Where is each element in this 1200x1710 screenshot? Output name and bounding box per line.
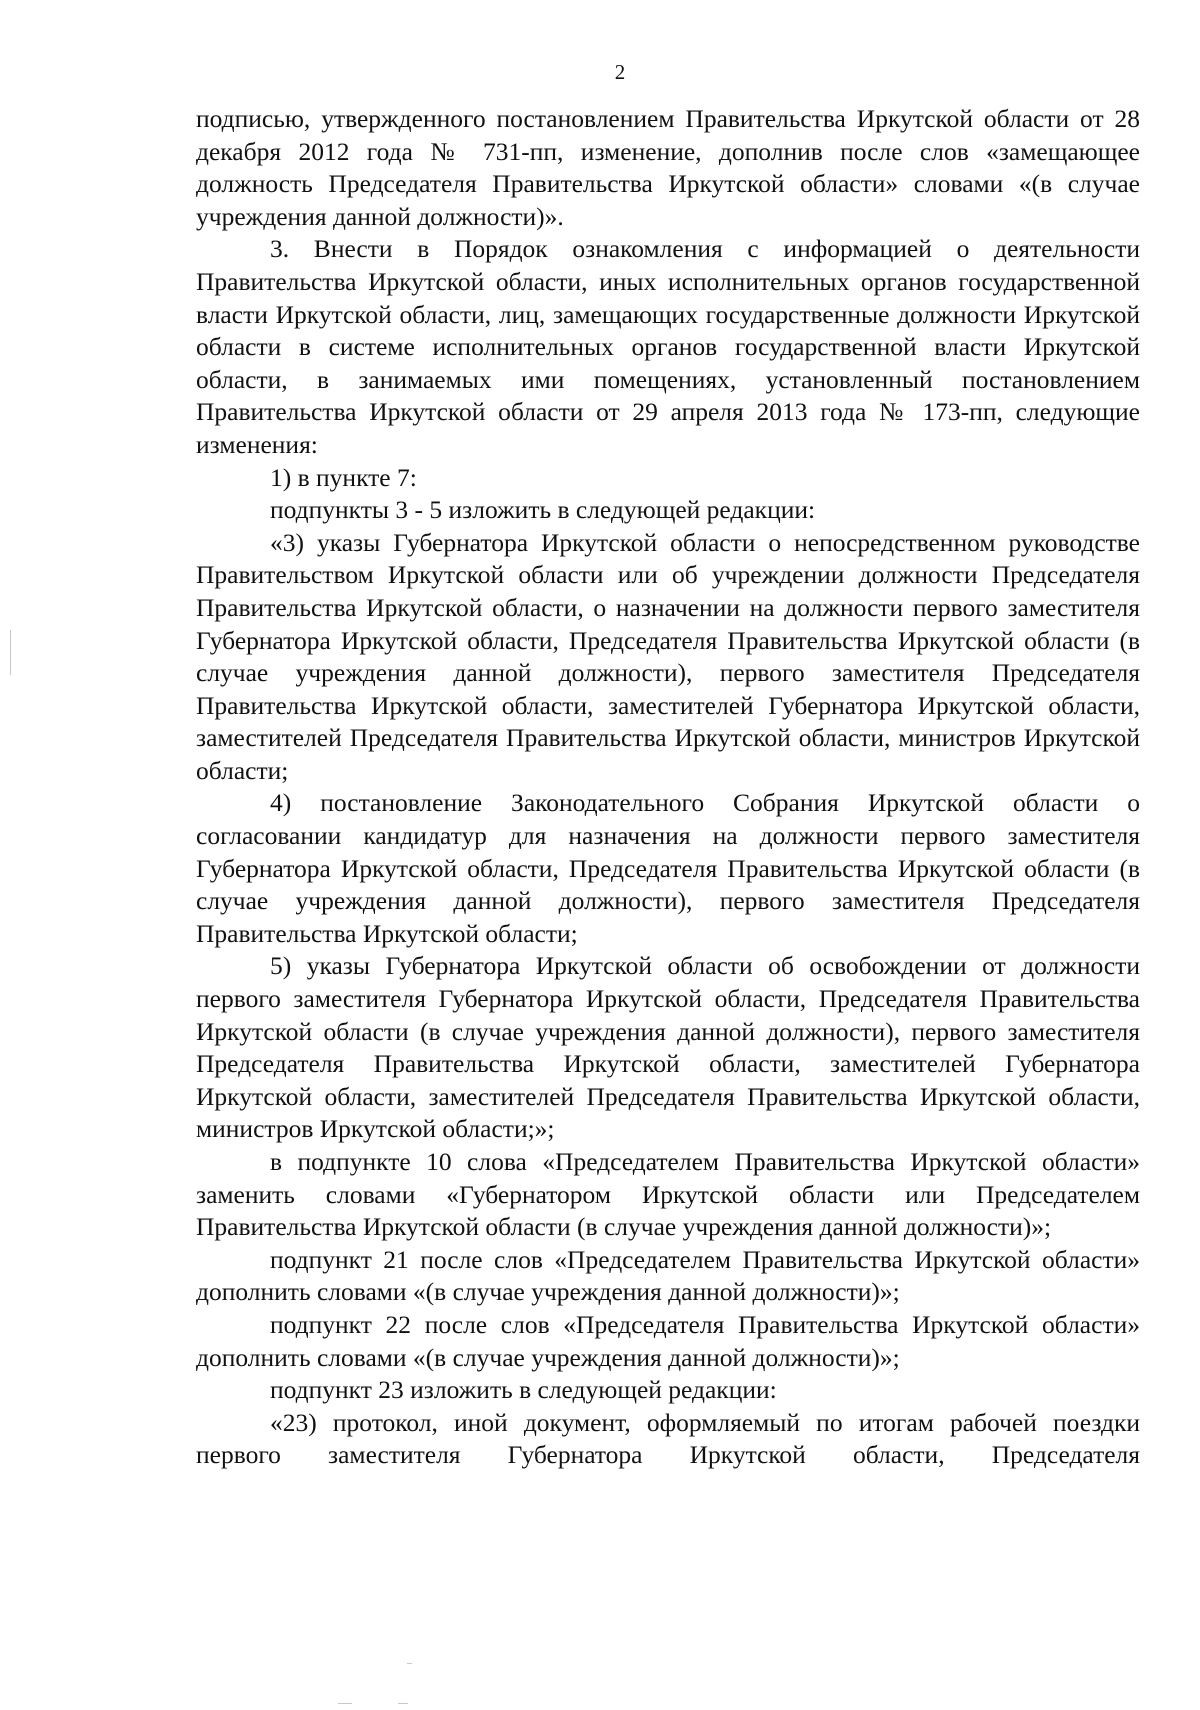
paragraph-subitem-3-text: «3) указы Губернатора Иркутской области о непосредственном руководстве Правительством Иркутской области или об учреждении должности Председателя Правительства Иркутской области, о назначении на должности первого заместителя Губернатора Иркутской области, Председателя Правительства Иркутской области (в случае учреждения данной должности), первого заместителя Председателя Правительства Иркутской области, заместителей Губернатора Иркутской области, заместителей Председателя Правительства Иркутской области, министров Иркутской области;: [196, 527, 1140, 785]
paragraph-continuation: подписью, утвержденного постановлением Правительства Иркутской области от 28 декабря 2012 года № 731-пп, изменение, дополнив после слов «замещающее должность Председателя Правительства Иркутской области» словами «(в случае учреждения данной должности)».: [196, 104, 1140, 231]
paragraph-subitem-4-text: 4) постановление Законодательного Собрания Иркутской области о согласовании кандидатур для назначения на должности первого заместителя Губернатора Иркутской области, Председателя Правительства Иркутской области (в случае учреждения данной должности), первого заместителя Председателя Правительства Иркутской области;: [196, 788, 1140, 948]
scan-artifact-bottom-3: [407, 1663, 412, 1664]
paragraph-subitem-23-text: «23) протокол, иной документ, оформляемый по итогам рабочей поездки первого заместителя Губернатора Иркутской области, Председателя: [196, 1407, 1140, 1470]
paragraph-subitem-5-text: 5) указы Губернатора Иркутской области об освобождении от должности первого заместителя Губернатора Иркутской области, Председателя Правительства Иркутской области (в случае учреждения данной должности), первого заместителя Председателя Правительства Иркутской области, заместителей Губернатора Иркутской области, заместителей Председателя Правительства Иркутской области, министров Иркутской области;»;: [196, 951, 1140, 1144]
paragraph-subitems-3-5: подпункты 3 - 5 изложить в следующей редакции:: [270, 495, 816, 525]
paragraph-item-3: 3. Внести в Порядок ознакомления с информацией о деятельности Правительства Иркутской области, иных исполнительных органов государственной власти Иркутской области, лиц, замещающих государственные должности Иркутской области в системе исполнительных органов государственной власти Иркутской области, в занимаемых ими помещениях, установленный постановлением Правительства Иркутской области от 29 апреля 2013 года № 173-пп, следующие изменения:: [196, 234, 1140, 459]
scan-artifact-bottom-2: [398, 1703, 408, 1704]
paragraph-subitem-1: 1) в пункте 7:: [270, 462, 417, 492]
paragraph-subitem-22: подпункт 22 после слов «Председателя Правительства Иркутской области» дополнить словами «(в случае учреждения данной должности)»;: [196, 1309, 1140, 1372]
paragraph-subitem-21: подпункт 21 после слов «Председателем Правительства Иркутской области» дополнить словами «(в случае учреждения данной должности)»;: [196, 1244, 1140, 1307]
paragraph-subitem-23: подпункт 23 изложить в следующей редакции:: [270, 1375, 777, 1405]
paragraph-subitem-10: в подпункте 10 слова «Председателем Правительства Иркутской области» заменить словами «Губернатором Иркутской области или Председателем Правительства Иркутской области (в случае учреждения данной должности)»;: [196, 1147, 1140, 1242]
document-body: [196, 103, 1140, 1472]
page-number: 2: [614, 60, 626, 84]
scan-artifact-left: [10, 630, 11, 675]
scan-artifact-bottom-1: [338, 1703, 352, 1704]
